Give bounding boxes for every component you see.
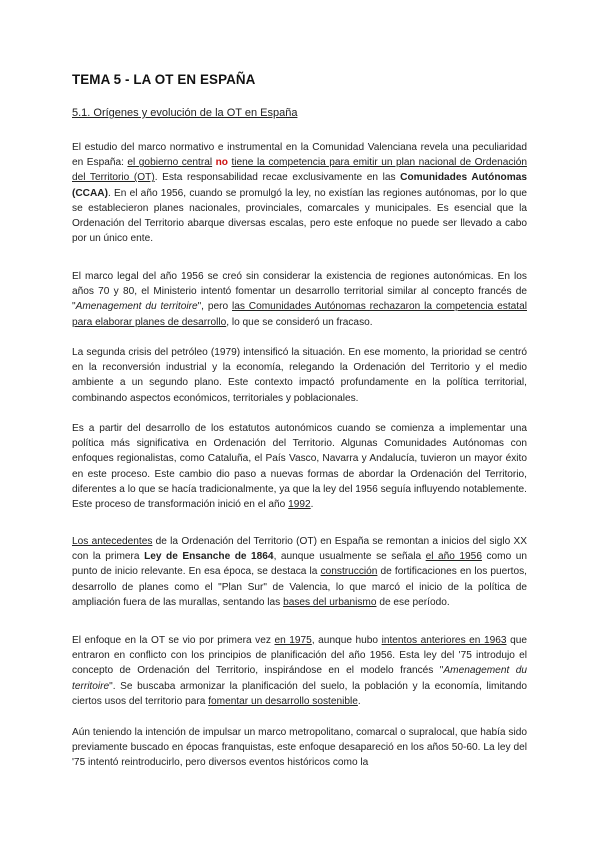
text-run: . Esta responsabilidad recae exclusivamente en las [154,172,401,184]
paragraph-7 [72,725,527,771]
text-run: de fortificaciones en los puertos, desarrollo de planes como el "Plan Sur" de Valencia, lo que marcó el inicio de la política de ampliación fuera de las murallas, sentando las [72,566,527,608]
paragraph-5 [72,534,527,610]
text-run: Aún teniendo la intención de impulsar un marco metropolitano, comarcal o supralocal, que había sido previamente buscado en épocas franquistas, este enfoque desapareció en los años 50-60. La ley del '75 intentó reintroducirlo, pero diversos eventos históricos como la [72,727,527,769]
page-title: TEMA 5 - LA OT EN ESPAÑA [72,72,256,87]
bold-text: Ley de Ensanche de 1864 [144,551,274,563]
underlined-text: 1992 [288,499,311,511]
text-run: de la Ordenación del Territorio (OT) en España se remontan a inicios del siglo XX con la primera [72,536,528,563]
text-run: , lo que se consideró un fracaso. [226,316,373,328]
underlined-text: fomentar un desarrollo sostenible [208,695,358,707]
text-run: , aunque hubo [311,635,382,646]
text-run: El enfoque en la OT se vio por primera vez [72,635,275,646]
paragraph-4 [72,421,527,512]
underlined-text: intentos anteriores en 1963 [381,635,507,646]
underlined-text: las Comunidades Autónomas rechazaron la competencia estatal para elaborar planes de desarrollo [72,301,527,328]
section-heading: 5.1. Orígenes y evolución de la OT en España [72,107,298,119]
bold-text: Comunidades Autónomas (CCAA) [72,172,528,199]
text-run: Es a partir del desarrollo de los estatutos autonómicos cuando se comienza a implementar una política más significativa en Ordenación del Territorio. Algunas Comunidades Autónomas con enfoques regionalistas, como Cataluña, el País Vasco, Navarra y Andalucía, tuvieron un mayor éxito en este proceso. Este cambio dio paso a nuevas formas de abordar la Ordenación del Territorio, diferentes a lo que se hacía tradicionalmente, ya que la ley del 1956 seguía influyendo notablemente. Este proceso de transformación inició en el año [72,423,527,511]
text-run: La segunda crisis del petróleo (1979) intensificó la situación. En ese momento, la prioridad se centró en la reconversión industrial y la economía, relegando la Ordenación del Territorio y el medio ambiente a un segundo plano. Este contexto impactó profundamente en la política territorial, combinando aspectos económicos, territoriales y poblacionales. [72,347,527,404]
underlined-text: el gobierno central [127,157,213,169]
text-run: de ese período. [376,596,450,608]
text-run: . En el año 1956, cuando se promulgó la ley, no existían las regiones autónomas, por lo que se establecieron planes nacionales, provinciales, comarcales y municipales. Es esencial que la Ordenación del Territorio abarque diversas escalas, pero este enfoque no puede ser llevado a cabo por un único ente. [72,187,527,245]
text-run: , aunque usualmente se señala [273,551,426,563]
text-run: ", pero [197,301,232,313]
text-run: . [310,499,314,511]
text-run: . [357,695,361,707]
underlined-text: construcción [320,566,378,578]
text-run: El estudio del marco normativo e instrumental en la Comunidad Valenciana revela una peculiaridad en España: [72,142,527,169]
text-run: como un punto de inicio relevante. En esa época, se destaca la [72,551,528,578]
text-run: que entraron en conflicto con los principios de planificación del año 1956. Esta ley del '75 introdujo el concepto de Ordenación del Territorio, inspirándose en el modelo francés " [72,635,527,677]
paragraph-3 [72,345,527,406]
underlined-text: bases del urbanismo [283,596,377,608]
paragraph-6 [72,633,527,709]
underlined-text: tiene la competencia para emitir un plan nacional de Ordenación del Territorio (OT) [72,157,527,184]
italic-text: Amenagement du territoire [72,665,527,692]
text-run: ". Se buscaba armonizar la planificación del suelo, la población y la economía, limitando ciertos usos del territorio para [72,680,527,707]
paragraph-1 [72,140,527,246]
underlined-text: el año 1956 [425,551,482,563]
underlined-text: Los antecedentes [72,536,153,547]
underlined-text: en 1975 [274,635,312,646]
emphasis-text: no [215,157,228,169]
italic-text: Amenagement du territoire [75,301,198,313]
paragraph-2 [72,269,527,330]
text-run: El marco legal del año 1956 se creó sin considerar la existencia de regiones autonómicas. En los años 70 y 80, el Ministerio intentó fomentar un desarrollo territorial similar al concepto francés de " [72,271,527,313]
